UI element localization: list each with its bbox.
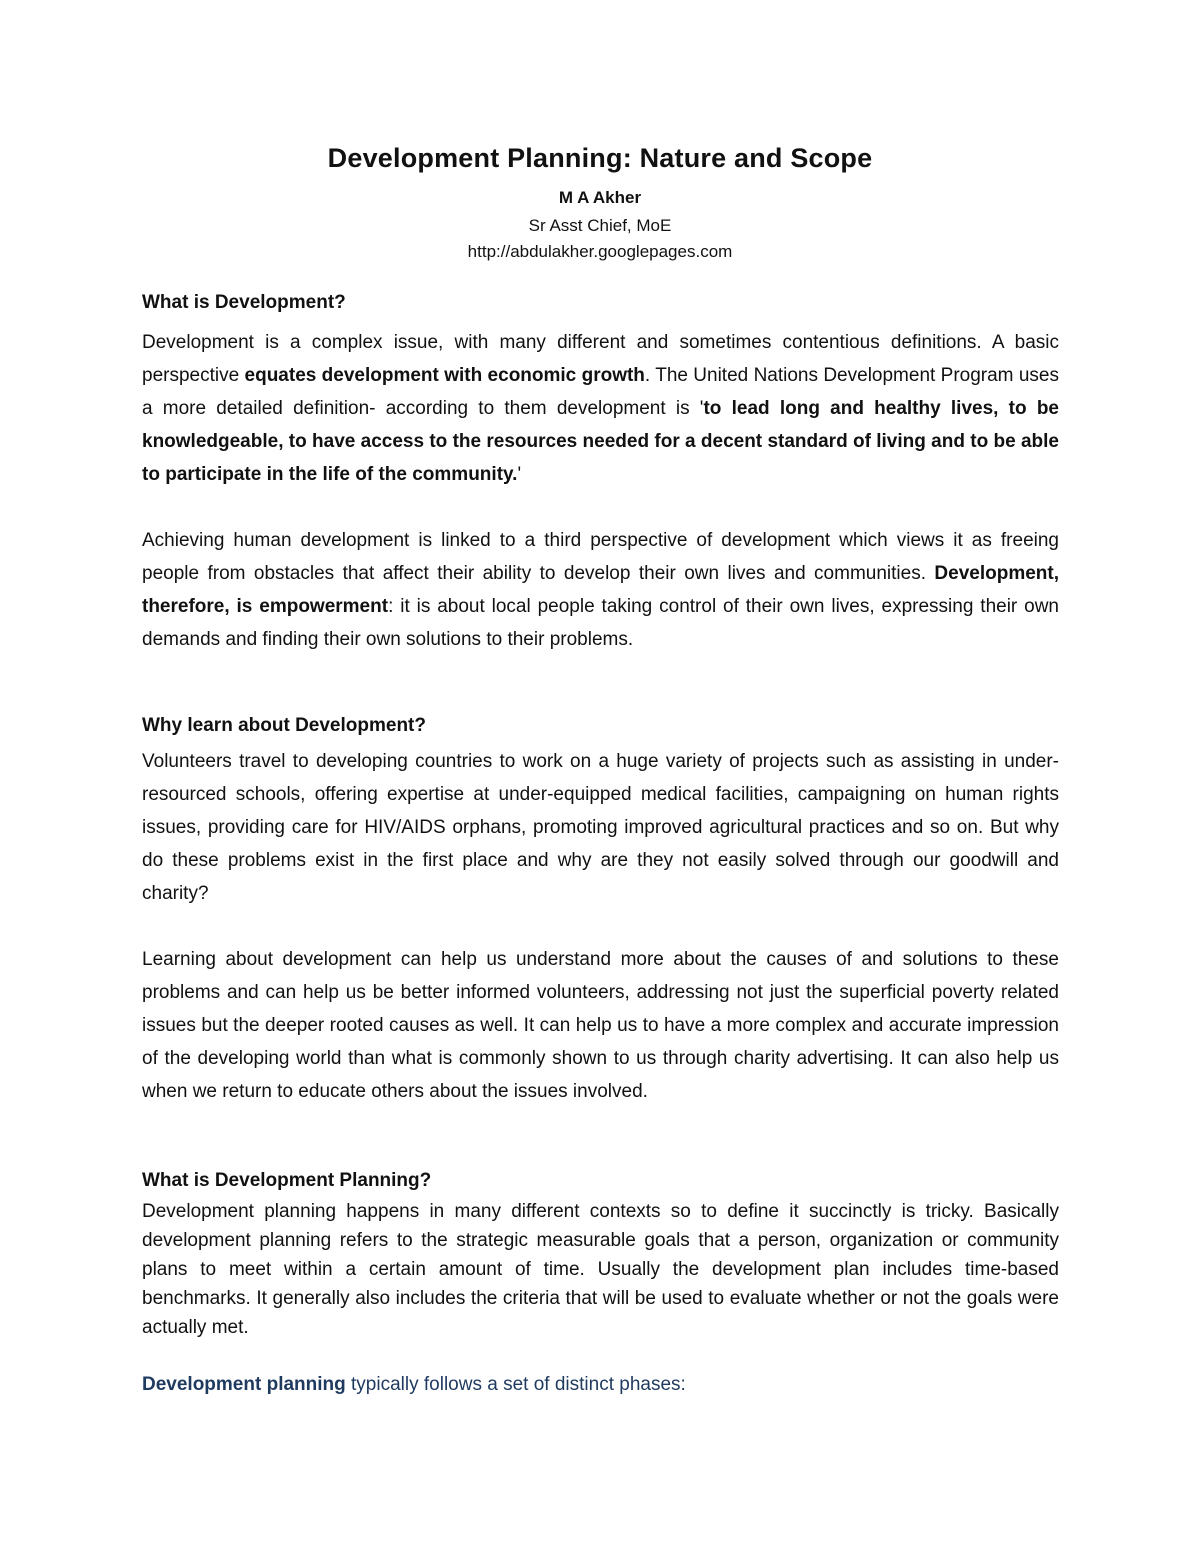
text-run: typically follows a set of distinct phases: (345, 1374, 686, 1395)
document-title: Development Planning: Nature and Scope (327, 143, 873, 173)
text-run: Achieving human development is linked to a third perspective of development which views it as freeing people from obstacles that affect their ability to develop their own lives and communities. (142, 530, 1059, 584)
heading-why-learn: Why learn about Development? (142, 715, 426, 736)
paragraph-volunteers: Volunteers travel to developing countries to work on a huge variety of projects such as assisting in under-resourced schools, offering expertise at under-equipped medical facilities, campaigning on human rights issues, providing care for HIV/AIDS orphans, promoting improved agricultural practices and so on. But why do these problems exist in the first place and why are they not easily solved through our goodwill and charity? (142, 751, 1059, 904)
heading-what-is-development: What is Development? (142, 292, 346, 313)
paragraph-development-planning: Development planning happens in many different contexts so to define it succinctly is tricky. Basically development planning refers to the strategic measurable goals that a person, organization or community plans to meet within a certain amount of time. Usually the development plan includes time-based benchmarks. It generally also includes the criteria that will be used to evaluate whether or not the goals were actually met. (142, 1201, 1059, 1338)
paragraph-empowerment (142, 524, 1059, 656)
author-name: M A Akher (558, 188, 642, 207)
paragraph-learning-about-development: Learning about development can help us understand more about the causes of and solutions to these problems and can help us be better informed volunteers, addressing not just the superficial poverty related issues but the deeper rooted causes as well. It can help us to have a more complex and accurate impression of the developing world than what is commonly shown to us through charity advertising. It can also help us when we return to educate others about the issues involved. (142, 949, 1059, 1102)
paragraph-development-definition (142, 326, 1059, 491)
text-run: : it is about local people taking control of their own lives, expressing their own demands and finding their own solutions to their problems. (142, 596, 1059, 650)
paragraph-phases-intro (142, 1370, 1059, 1399)
bold-run: to lead long and healthy lives, to be knowledgeable, to have access to the resources needed for a decent standard of living and to be able to participate in the life of the community. (142, 398, 1059, 485)
text-run: ' (517, 464, 522, 485)
bold-run: Development planning (142, 1374, 346, 1395)
text-run: . The United Nations Development Program uses a more detailed definition- according to them development is ' (142, 365, 1059, 419)
author-affiliation: Sr Asst Chief, MoE (528, 216, 672, 235)
bold-run: Development, therefore, is empowerment (142, 563, 1059, 617)
bold-run: equates development with economic growth (244, 365, 645, 386)
author-url[interactable]: http://abdulakher.googlepages.com (467, 242, 733, 261)
heading-what-is-development-planning: What is Development Planning? (142, 1170, 432, 1191)
text-run: Development is a complex issue, with many different and sometimes contentious definitions. A basic perspective (142, 332, 1059, 386)
